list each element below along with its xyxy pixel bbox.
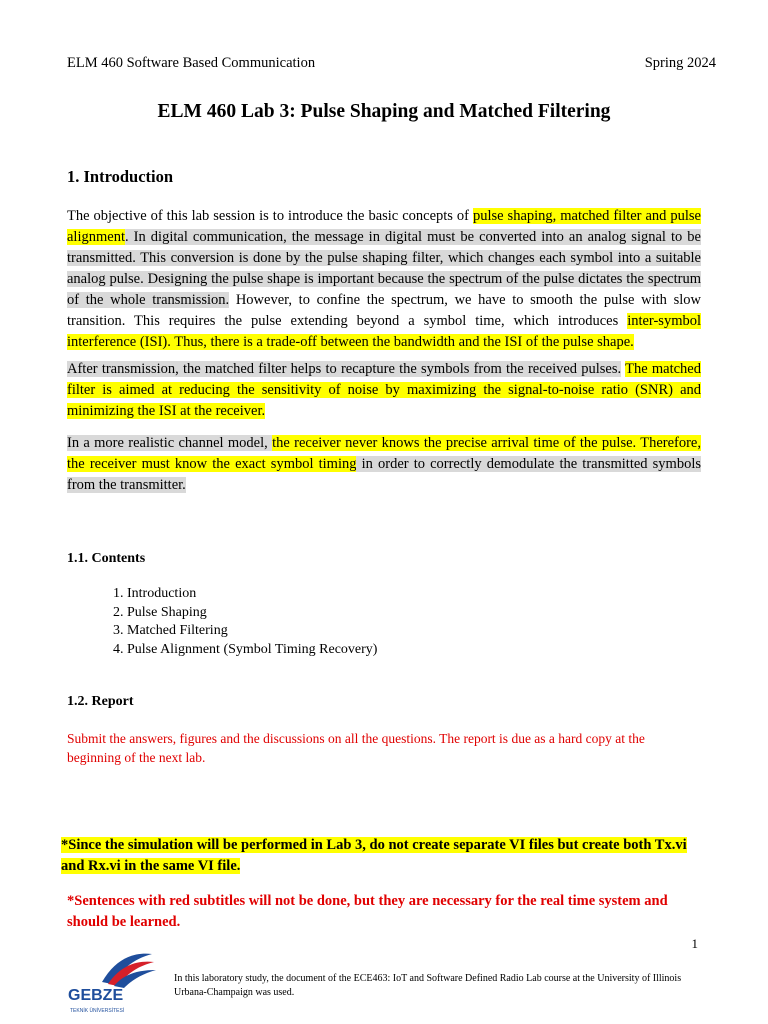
logo-subtext: TEKNİK ÜNİVERSİTESİ bbox=[70, 1008, 125, 1014]
header-course-title: ELM 460 Software Based Communication bbox=[67, 55, 316, 71]
contents-heading: 1.1. Contents bbox=[67, 551, 146, 566]
footer-attribution: In this laboratory study, the document of the ECE463: IoT and Software Defined Radio Lab course at the University of Illinois Urbana-Champaign was used. bbox=[174, 973, 682, 998]
text-segment: inter-symbol interference (ISI). Thus, there is a trade-off between the bandwidth and the ISI of the pulse shape. bbox=[67, 313, 701, 350]
text-segment: In a more realistic channel model, bbox=[67, 435, 273, 451]
text-segment: in order to correctly demodulate the transmitted symbols from the transmitter. bbox=[67, 456, 702, 493]
logo-wordmark: GEBZE bbox=[68, 987, 124, 1004]
text-segment: However, to confine the spectrum, we have to smooth the pulse with slow transition. This requires the pulse extending beyond a symbol time, which introduces bbox=[67, 292, 701, 329]
intro-paragraph-1 bbox=[67, 206, 701, 353]
text-segment: . In digital communication, the message in digital must be converted into an analog signal to be transmitted. This conversion is done by the pulse shaping filter, which changes each symbol into a suitable analog pulse. Designing the pulse shape is important because the spectrum of the pulse dictates the spectrum of the whole transmission. bbox=[67, 229, 701, 308]
text-segment: The objective of this lab session is to introduce the basic concepts of bbox=[67, 208, 473, 224]
section-heading-introduction: 1. Introduction bbox=[67, 167, 174, 186]
text-segment: pulse shaping, matched filter and pulse alignment bbox=[67, 208, 701, 245]
simulation-note-text: *Since the simulation will be performed in Lab 3, do not create separate VI files but create both Tx.vi and Rx.vi in the same VI file. bbox=[61, 837, 687, 874]
gebze-logo-graphic bbox=[64, 948, 160, 1018]
header-semester: Spring 2024 bbox=[644, 55, 716, 71]
text-segment: After transmission, the matched filter helps to recapture the symbols from the received pulses. bbox=[67, 361, 622, 377]
page-number: 1 bbox=[691, 936, 698, 951]
intro-paragraph-3 bbox=[67, 433, 701, 496]
university-logo bbox=[64, 948, 160, 1018]
document-title: ELM 460 Lab 3: Pulse Shaping and Matched Filtering bbox=[157, 101, 611, 122]
text-segment: The matched filter is aimed at reducing the sensitivity of noise by maximizing the signal-to-noise ratio (SNR) and minimizing the ISI at the receiver. bbox=[67, 361, 701, 419]
text-segment: the receiver never knows the precise arrival time of the pulse. Therefore, the receiver must know the exact symbol timing bbox=[67, 435, 701, 472]
contents-item: 3. Matched Filtering bbox=[113, 623, 228, 638]
report-heading: 1.2. Report bbox=[67, 694, 134, 709]
contents-list bbox=[113, 585, 377, 659]
contents-item: 4. Pulse Alignment (Symbol Timing Recovery) bbox=[113, 641, 378, 657]
simulation-note bbox=[61, 835, 711, 877]
red-subtitle-note: *Sentences with red subtitles will not be done, but they are necessary for the real time system and should be learned. bbox=[67, 893, 668, 930]
contents-item: 1. Introduction bbox=[113, 586, 197, 601]
contents-item: 2. Pulse Shaping bbox=[113, 604, 207, 620]
report-instructions: Submit the answers, figures and the discussions on all the questions. The report is due as a hard copy at the beginning of the next lab. bbox=[67, 731, 645, 765]
intro-paragraph-2 bbox=[67, 359, 701, 422]
